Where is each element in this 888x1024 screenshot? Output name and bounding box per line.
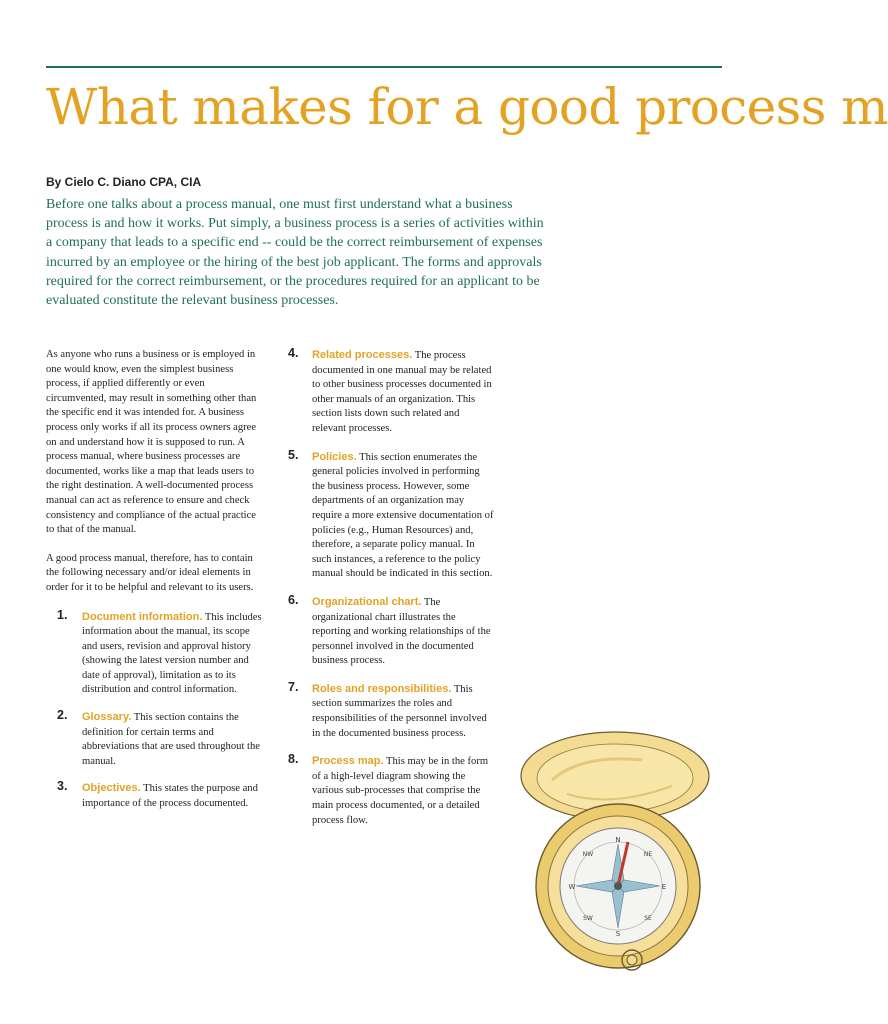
list-item — [46, 781, 262, 811]
compass-label: S — [615, 930, 621, 938]
item-number: 4. — [288, 346, 299, 360]
element-list — [277, 348, 495, 828]
body-paragraph: A good process manual, therefore, has to contain the following necessary and/or ideal elements in order for it to be helpful and relevant to its users. — [46, 552, 254, 593]
item-number: 7. — [288, 679, 299, 694]
list-item — [277, 679, 495, 741]
item-number: 5. — [288, 447, 299, 462]
item-heading: Document information. — [82, 610, 203, 623]
item-body: The process documented in one manual may be related to other business processes documented in other manuals of an organization. This section lists down such related and relevant processes. — [312, 350, 492, 434]
item-heading: Objectives. — [82, 782, 141, 795]
item-heading: Related processes. — [312, 349, 413, 361]
item-heading: Glossary. — [82, 711, 132, 724]
left-column — [46, 348, 262, 824]
element-list — [46, 607, 262, 812]
compass-label: NW — [582, 851, 594, 858]
item-body: The organizational chart illustrates the reporting and working relationships of the personnel involved in the documented business process. — [312, 596, 491, 667]
intro-paragraph: Before one talks about a process manual, one must first understand what a business process is and how it works. Put simply, a business process is a series of activities within a company that leads to a specific end -- could be the correct reimbursement of expenses incurred by an employee or the hiring of the best job applicant. The forms and approvals required for the correct reimbursement, or the procedures required for an applicant to be evaluated constitute the relevant business processes. — [46, 197, 544, 309]
item-number: 2. — [57, 708, 68, 723]
compass-label: N — [615, 836, 621, 844]
list-item — [277, 447, 495, 582]
compass-label: SW — [583, 915, 593, 922]
list-item — [46, 607, 262, 699]
item-body: This section enumerates the general policies involved in performing the business process. However, some departments of an organization may require a more extensive documentation of policies (e.g., Human Resources) and, therefore, a separate policy manual. In such instances, a reference to the policy manual should be indicated in this section. — [312, 451, 494, 580]
item-number: 1. — [57, 607, 68, 622]
item-number: 3. — [57, 779, 68, 794]
item-body: This section contains the definition for certain terms and abbreviations that are used throughout the manual. — [82, 712, 260, 767]
item-heading: Process map. — [312, 755, 384, 768]
compass-label: E — [661, 883, 667, 891]
item-number: 8. — [288, 752, 299, 767]
body-paragraph: As anyone who runs a business or is employed in one would know, even the simplest business process, if applied differently or even circumvented, may result in something other than the specific end it was intended for. A business process only works if all its process owners agree on and understand how it is supposed to run. A process manual, where business processes are documented, works like a map that leads users to the right destination. A well-documented process manual can act as reference to ensure and check consistency and compliance of the actual practice to that of the manual. — [46, 349, 257, 536]
compass-label: SE — [644, 915, 652, 922]
list-item — [46, 710, 262, 769]
compass-illustration — [512, 724, 718, 974]
item-body: This states the purpose and importance of the process documented. — [82, 783, 258, 810]
item-body: This section summarizes the roles and responsibilities of the personnel involved in the documented business process. — [312, 683, 487, 739]
item-heading: Roles and responsibilities. — [312, 682, 452, 695]
byline: By Cielo C. Diano CPA, CIA — [46, 175, 202, 189]
item-heading: Policies. — [312, 450, 357, 463]
list-item — [277, 754, 495, 828]
item-heading: Organizational chart. — [312, 595, 422, 608]
item-body: This may be in the form of a high-level diagram showing the various sub-processes that comprise the main process documented, or a detailed process flow. — [312, 756, 489, 826]
compass-label: W — [568, 883, 576, 891]
list-item — [277, 592, 495, 669]
item-number: 6. — [288, 592, 299, 607]
item-body: This includes information about the manual, its scope and users, revision and approval history (showing the latest version number and date of approval), limitation as to its distribution and control information. — [82, 611, 262, 696]
top-rule — [46, 66, 722, 68]
article-title: What makes for a good process m — [46, 78, 888, 136]
compass-label: NE — [643, 851, 653, 858]
right-column — [277, 348, 495, 841]
list-item — [277, 348, 495, 437]
